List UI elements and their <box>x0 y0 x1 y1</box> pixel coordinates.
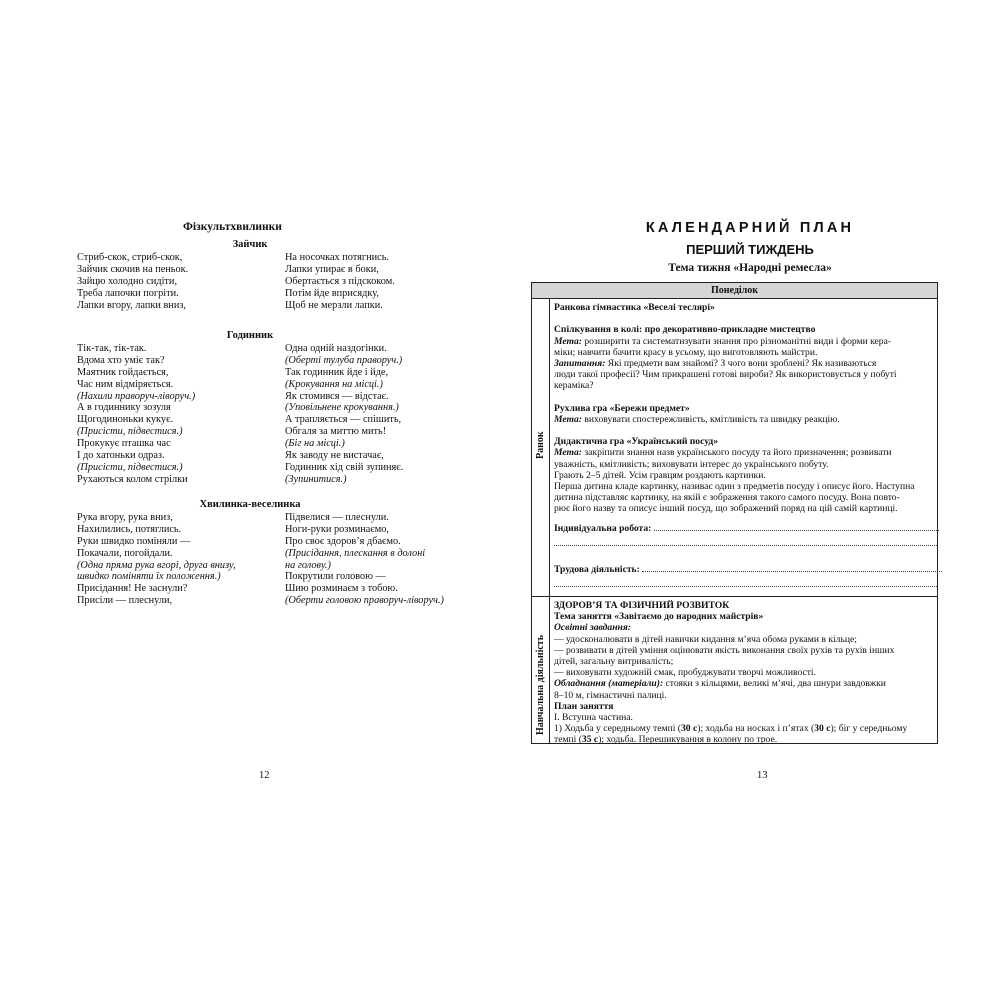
poem-line: Присідання! Не заснули? <box>77 583 188 595</box>
text-line <box>554 414 937 425</box>
text-line <box>554 723 937 734</box>
poem-line: Годинник хід свій зупиняє. <box>285 461 404 473</box>
poem-line: Так годинник йде і йде, <box>285 366 389 378</box>
table-row-divider <box>532 596 937 597</box>
poem-line: Нахилились, потяглись. <box>77 523 182 535</box>
page-number-left: 12 <box>259 770 270 781</box>
text-line <box>554 678 937 689</box>
text-segment: Грають 2–5 дітей. Усім гравцям роздають картинки. <box>554 469 766 481</box>
text-segment: Мета: <box>554 447 582 459</box>
poem-line: (Одна пряма рука вгорі, друга внизу, <box>77 559 236 571</box>
poem-line: Потім йде вприсядку, <box>285 287 379 299</box>
poem-line: А трапляється — спішить, <box>285 414 402 426</box>
labor-activity-label: Трудова діяльність: <box>554 564 640 575</box>
week-theme-name: «Народні ремесла» <box>733 262 832 274</box>
text-segment: Ранкова гімнастика «Веселі теслярі» <box>554 302 715 313</box>
poem-line: (Присідання, плескання в долоні <box>285 547 426 559</box>
calendar-plan-title: КАЛЕНДАРНИЙ ПЛАН <box>645 220 855 236</box>
text-segment: I. Вступна частина. <box>554 711 633 723</box>
text-segment: кераміка? <box>554 380 594 392</box>
text-segment: Перша дитина кладе картинку, називає один з предметів посуду і описує його. Наступна <box>554 481 915 492</box>
text-segment: ЗДОРОВ’Я ТА ФІЗИЧНИЙ РОЗВИТОК <box>554 600 730 611</box>
text-segment: розширити та систематизувати знання про різноманітні види і форми кера- <box>581 335 892 347</box>
poem-line: Прокукує пташка час <box>77 438 171 450</box>
text-segment: міки; навчити бачити красу в усьому, що виготовляють майстри. <box>554 346 818 358</box>
poem-line: (Зупинитися.) <box>285 473 347 485</box>
individual-work-label: Індивідуальна робота: <box>554 523 652 534</box>
poem-line: (Присісти, підвестися.) <box>77 426 183 438</box>
poem-title-khvylynka: Хвилинка-веселинка <box>199 499 301 510</box>
text-line <box>554 336 937 347</box>
text-line <box>554 611 937 622</box>
text-segment: — удосконалювати в дітей навички кидання м’яча обома руками в кільце; <box>554 633 857 645</box>
poem-line: Покачали, погойдали. <box>77 547 173 559</box>
poem-line: (Біг на місці.) <box>285 438 345 450</box>
labor-activity-line-2 <box>554 586 937 587</box>
labor-activity-line <box>642 571 942 572</box>
poem-line: Тік-так, тік-так. <box>77 343 147 354</box>
text-segment: Запитання: <box>554 357 606 369</box>
spacer <box>554 313 937 324</box>
text-segment: Освітні завдання: <box>554 622 631 634</box>
text-segment: виховувати спостережливість, кмітливість та швидку реакцію. <box>581 413 840 425</box>
poem-line: Стриб-скок, стриб-скок, <box>77 252 183 263</box>
poem-line: Зайчик скочив на пеньок. <box>77 263 189 275</box>
text-line <box>554 481 937 492</box>
poem-line: Одна одній наздогінки. <box>285 343 387 354</box>
text-segment: дитина підставляє картинку, на якій є зображення такого самого посуду. Вона повто- <box>554 492 900 504</box>
poem-line: Про своє здоров’я дбаємо. <box>285 535 401 547</box>
text-line <box>554 634 937 645</box>
text-segment: ); ходьба на носках і п’ятах ( <box>697 723 815 735</box>
plan-table <box>531 282 938 744</box>
text-segment: Обладнання (матеріали): <box>554 678 664 690</box>
text-segment: люди такої професії? Чим прикрашені готові вироби? Як використовується у побуті <box>554 369 897 381</box>
individual-work <box>554 523 937 549</box>
text-segment: темпі ( <box>554 734 582 746</box>
poem-line: Як заводу не вистачає, <box>285 450 384 462</box>
poem-zaichyk-column-1 <box>77 252 188 311</box>
text-segment: закріпити знання назв українського посуду та його призначення; розвивати <box>581 447 892 459</box>
text-segment: 8–10 м, гімнастичні палиці. <box>554 689 667 701</box>
text-segment: Рухлива гра «Бережи предмет» <box>554 402 690 414</box>
poem-line: (Оберти головою праворуч-ліворуч.) <box>285 595 444 607</box>
poem-line: І до хатоньки одраз. <box>77 450 165 462</box>
text-line <box>554 459 937 470</box>
left-page-title: Фізкультхвилинки <box>183 221 282 233</box>
poem-line: Щогодиноньки кукує. <box>77 414 174 426</box>
text-segment: — розвивати в дітей уміння оцінювати якість виконання своїх рухів та рухів інших <box>554 644 895 656</box>
poem-line: Щоб не мерзли лапки. <box>285 299 383 311</box>
poem-line: швидко поміняти їх положення.) <box>77 571 221 583</box>
spacer <box>554 392 937 403</box>
poem-khvylynka-column-2 <box>285 512 444 607</box>
text-line <box>554 380 937 391</box>
poem-line: А в годиннику зозуля <box>77 402 171 414</box>
poem-line: Маятник гойдається, <box>77 366 169 378</box>
poem-line: Підвелися — плеснули. <box>285 512 389 523</box>
poem-line: Лапки вгору, лапки вниз, <box>77 299 186 311</box>
poem-line: Обгаля за миттю мить! <box>285 426 387 438</box>
morning-cell <box>554 302 937 515</box>
text-line <box>554 436 937 447</box>
text-segment: ); біг у середньому <box>830 723 908 735</box>
poem-line: Руки швидко поміняли — <box>77 535 191 547</box>
poem-line: Як стомився — відстає. <box>285 390 389 402</box>
poem-line: (Уповільнене крокування.) <box>285 402 399 414</box>
text-segment: Мета: <box>554 335 582 347</box>
text-segment: ); ходьба. Перешикування в колону по трое. <box>598 734 778 746</box>
text-line <box>554 656 937 667</box>
text-segment: 35 с <box>581 734 599 746</box>
text-segment: 30 с <box>814 723 831 735</box>
text-line <box>554 503 937 514</box>
table-column-divider <box>549 298 550 744</box>
poem-zaichyk-column-2 <box>285 252 395 311</box>
text-line <box>554 734 937 745</box>
text-line <box>554 622 937 633</box>
poem-line: (Обертi тулуба праворуч.) <box>285 354 403 366</box>
poem-hodynnyk-column-2 <box>285 343 403 486</box>
text-line <box>554 369 937 380</box>
text-segment: уважність, кмітливість; виховувати інтерес до українського побуту. <box>554 458 829 470</box>
text-line <box>554 492 937 503</box>
text-line <box>554 712 937 723</box>
text-segment: Мета: <box>554 413 582 425</box>
page-number-right: 13 <box>757 770 768 781</box>
spacer <box>554 425 937 436</box>
poem-line: на голову.) <box>285 559 331 571</box>
individual-work-line <box>654 530 939 531</box>
text-segment: — виховувати художній смак, пробуджувати творчі можливості. <box>554 667 816 679</box>
poem-line: Ноги-руки розминаємо, <box>285 523 389 535</box>
week-theme <box>500 262 1000 274</box>
week-theme-prefix: Тема тижня <box>668 262 734 274</box>
text-segment: стояки з кільцями, великі м’ячі, два шнури завдовжки <box>663 678 886 690</box>
text-line <box>554 403 937 414</box>
text-segment: Дидактична гра «Український посуд» <box>554 436 719 448</box>
text-segment: 30 с <box>680 723 698 735</box>
poem-khvylynka-column-1 <box>77 512 236 607</box>
text-line <box>554 358 937 369</box>
poem-line: Шию розминаєм з тобою. <box>285 583 398 595</box>
text-segment: Тема заняття «Завітаємо до народних майстрів» <box>554 611 764 623</box>
text-segment: дітей, загальну витривалість; <box>554 655 674 667</box>
section-label-lesson: Навчальна діяльність <box>535 634 546 735</box>
week-title: ПЕРШИЙ ТИЖДЕНЬ <box>686 242 814 257</box>
poem-line: Треба лапочки погріти. <box>77 287 179 299</box>
poem-line: Зайцю холодно сидіти, <box>77 275 178 287</box>
text-line <box>554 447 937 458</box>
text-line <box>554 667 937 678</box>
poem-line: Лапки упирає в боки, <box>285 263 379 275</box>
poem-line: (Нахили праворуч-ліворуч.) <box>77 390 196 402</box>
text-line <box>554 600 937 611</box>
text-line <box>554 347 937 358</box>
text-line <box>554 701 937 712</box>
poem-line: (Крокування на місці.) <box>285 378 383 390</box>
poem-line: Час ним відміряється. <box>77 378 174 390</box>
text-segment: рює його назву та описує інший посуд, що зображений поряд на цій самій картинці. <box>554 503 898 515</box>
text-segment: Які предмети вам знайомі? З чого вони зроблені? Як називаються <box>605 357 877 369</box>
labor-activity <box>554 564 937 590</box>
poem-line: Вдома хто уміє так? <box>77 354 165 366</box>
poem-hodynnyk-column-1 <box>77 343 195 486</box>
text-segment: Спілкування в колі: про декоративно-прикладне мистецтво <box>554 324 816 336</box>
poem-line: Покрутили головою — <box>285 571 386 583</box>
poem-title-zaichyk: Зайчик <box>232 239 268 250</box>
poem-line: Присіли — плеснули, <box>77 595 173 607</box>
poem-title-hodynnyk: Годинник <box>226 330 274 341</box>
text-line <box>554 470 937 481</box>
poem-line: Рухаються колом стрілки <box>77 473 188 485</box>
individual-work-line-2 <box>554 545 937 546</box>
text-segment: 1) Ходьба у середньому темпі ( <box>554 723 681 735</box>
section-label-morning: Ранок <box>535 431 546 459</box>
poem-line: (Присісти, підвестися.) <box>77 461 183 473</box>
poem-line: На носочках потягнись. <box>285 252 389 263</box>
poem-line: Обертається з підскоком. <box>285 275 395 287</box>
table-header-day: Понеділок <box>532 283 937 299</box>
text-line <box>554 645 937 656</box>
text-line <box>554 690 937 701</box>
text-segment: План заняття <box>554 700 614 712</box>
text-line <box>554 302 937 313</box>
poem-line: Рука вгору, рука вниз, <box>77 512 173 523</box>
text-line <box>554 324 937 335</box>
lesson-cell <box>554 600 937 745</box>
